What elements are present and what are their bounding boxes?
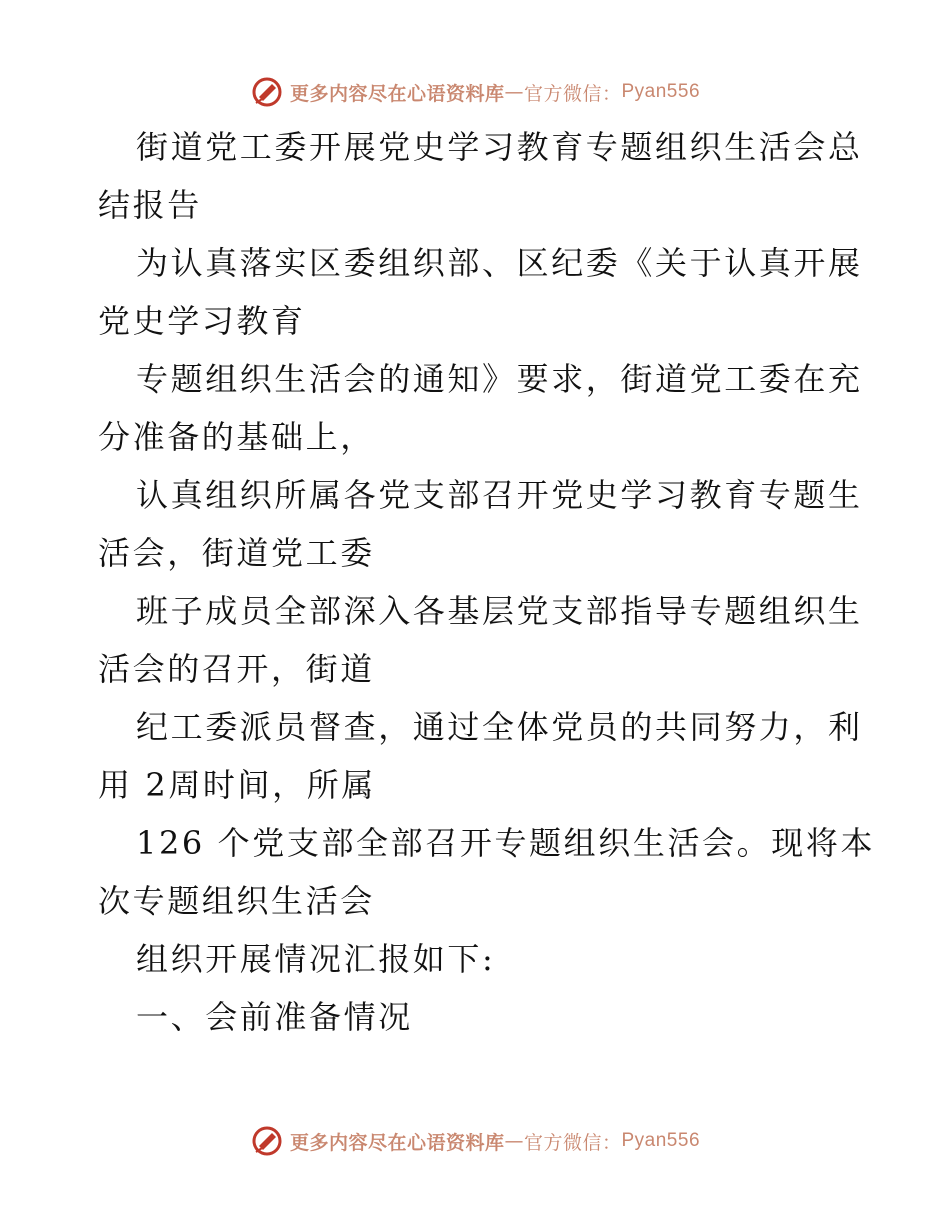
doc-paragraph-line: 专题组织生活会的通知》要求，街道党工委在充 bbox=[136, 360, 863, 398]
watermark-text: 更多内容尽在心语资料库 bbox=[289, 82, 505, 105]
doc-paragraph-line: 认真组织所属各党支部召开党史学习教育专题生 bbox=[136, 476, 863, 514]
watermark-dash: — bbox=[504, 1130, 524, 1152]
footer-watermark bbox=[0, 1121, 950, 1161]
doc-paragraph-line: 活会，街道党工委 bbox=[98, 534, 375, 572]
header-watermark bbox=[0, 72, 950, 112]
doc-paragraph-line: 用 2周时间，所属 bbox=[98, 766, 376, 804]
doc-paragraph-line: 班子成员全部深入各基层党支部指导专题组织生 bbox=[136, 592, 863, 630]
watermark-wechat-id: Pyan556 bbox=[621, 1130, 701, 1151]
doc-paragraph-line: 126 个党支部全部召开专题组织生活会。现将本 bbox=[136, 824, 876, 862]
doc-paragraph-line: 活会的召开，街道 bbox=[98, 650, 375, 688]
section-heading: 一、会前准备情况 bbox=[136, 998, 413, 1036]
watermark-wechat-label: 官方微信： bbox=[523, 82, 622, 105]
doc-paragraph-line: 组织开展情况汇报如下: bbox=[136, 940, 496, 978]
watermark-dash: — bbox=[504, 81, 524, 103]
doc-paragraph-line: 党史学习教育 bbox=[98, 302, 306, 340]
brand-logo-icon bbox=[250, 75, 284, 109]
doc-title-line-2: 结报告 bbox=[98, 186, 202, 224]
doc-paragraph-line: 纪工委派员督查，通过全体党员的共同努力，利 bbox=[136, 708, 863, 746]
watermark-wechat-label: 官方微信： bbox=[523, 1131, 622, 1154]
watermark-text: 更多内容尽在心语资料库 bbox=[289, 1131, 505, 1154]
doc-paragraph-line: 为认真落实区委组织部、区纪委《关于认真开展 bbox=[136, 244, 863, 282]
doc-paragraph-line: 分准备的基础上， bbox=[98, 418, 375, 456]
brand-logo-icon bbox=[250, 1124, 284, 1158]
doc-title-line-1: 街道党工委开展党史学习教育专题组织生活会总 bbox=[136, 128, 863, 166]
doc-paragraph-line: 次专题组织生活会 bbox=[98, 882, 375, 920]
watermark-wechat-id: Pyan556 bbox=[621, 81, 701, 102]
